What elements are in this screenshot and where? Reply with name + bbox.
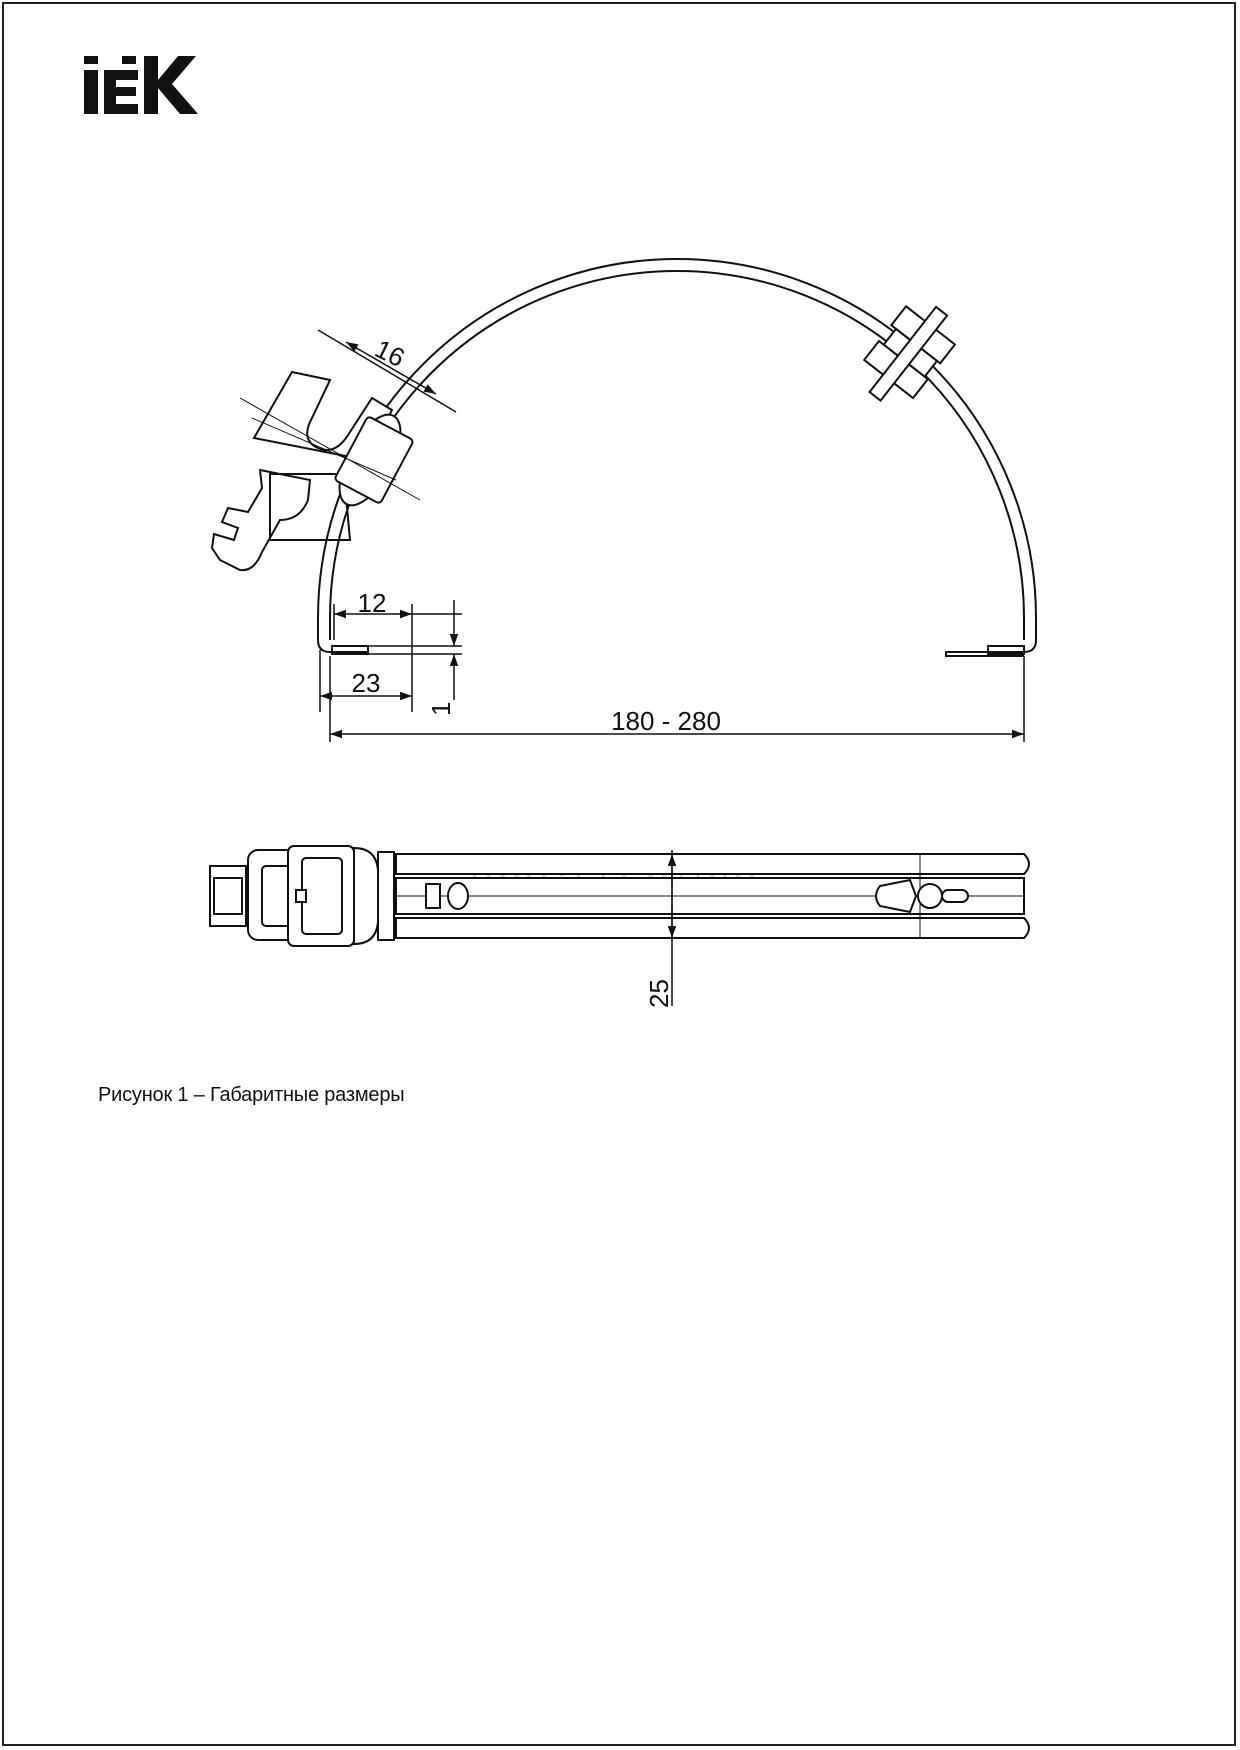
right-nut-fastener bbox=[851, 292, 966, 415]
dim-12-label: 12 bbox=[357, 588, 387, 618]
dim-25-label: 25 bbox=[644, 979, 674, 1008]
dim-23-label: 23 bbox=[351, 668, 381, 698]
figure-caption: Рисунок 1 – Габаритные размеры bbox=[98, 1084, 405, 1106]
dim-16-label: 16 bbox=[370, 333, 410, 373]
clamp-top-view bbox=[210, 846, 1029, 946]
left-hook-fastener bbox=[212, 372, 420, 570]
dim-1-label: 1 bbox=[426, 701, 456, 716]
dim-span-label: 180 - 280 bbox=[611, 706, 721, 736]
